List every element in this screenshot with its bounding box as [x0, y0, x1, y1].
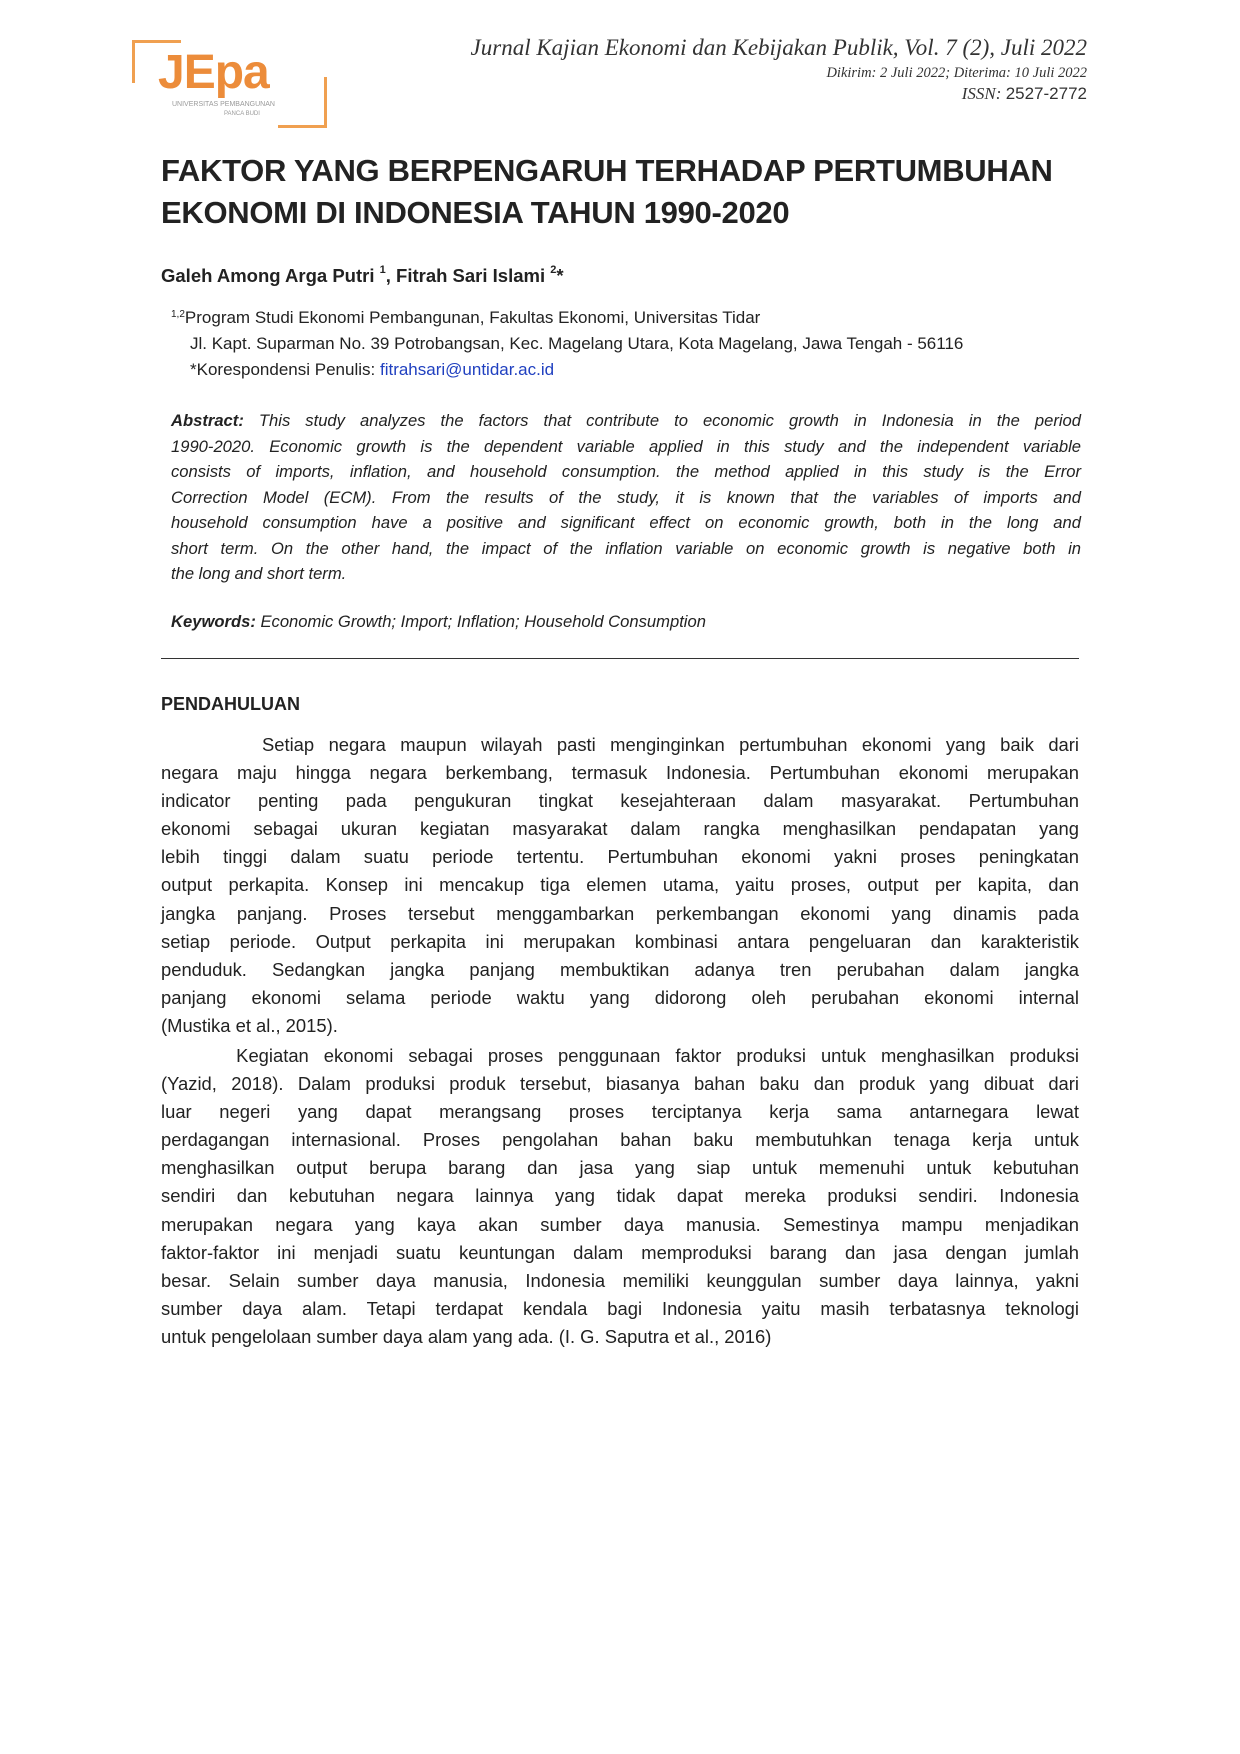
- text-line: untuk pengelolaan sumber daya alam yang ada. (I. G. Saputra et al., 2016): [161, 1325, 772, 1347]
- affiliation-line-1: [171, 302, 963, 331]
- text-line: (Yazid, 2018). Dalam produksi produk tersebut, biasanya bahan baku dan produk yang dibuat dari: [161, 1073, 1079, 1095]
- text-line: Setiap negara maupun wilayah pasti menginginkan pertumbuhan ekonomi yang baik dari: [161, 734, 1079, 755]
- keywords-label-colon: :: [250, 612, 256, 631]
- text-line: besar. Selain sumber daya manusia, Indonesia memiliki keunggulan sumber daya lainnya, yakni: [161, 1269, 1079, 1291]
- submission-dates: Dikirim: 2 Juli 2022; Diterima: 10 Juli 2022: [826, 65, 1087, 81]
- text-line: merupakan negara yang kaya akan sumber daya manusia. Semestinya mampu menjadikan: [161, 1213, 1079, 1235]
- correspondence-line: [171, 357, 963, 383]
- keywords-text: Economic Growth; Import; Inflation; Household Consumption: [260, 612, 706, 631]
- text-line: lebih tinggi dalam suatu periode tertentu. Pertumbuhan ekonomi yakni proses peningkatan: [161, 846, 1079, 868]
- text-line: Kegiatan ekonomi sebagai proses penggunaan faktor produksi untuk menghasilkan produksi: [161, 1045, 1079, 1066]
- text-line: menghasilkan output berupa barang dan jasa yang siap untuk memenuhi untuk kebutuhan: [161, 1157, 1079, 1179]
- title-line-2: EKONOMI DI INDONESIA TAHUN 1990-2020: [161, 195, 790, 230]
- abstract-line: 1990-2020. Economic growth is the dependent variable applied in this study and the independent variable: [171, 436, 1081, 456]
- section-divider: [161, 658, 1079, 659]
- logo-wordmark: JEpa: [158, 46, 269, 99]
- affiliation-institution: Program Studi Ekonomi Pembangunan, Fakultas Ekonomi, Universitas Tidar: [184, 308, 761, 327]
- abstract-label-text: Abstract: [171, 411, 239, 430]
- journal-logo: [132, 40, 327, 128]
- journal-header: [471, 34, 1087, 105]
- author-1-affil-mark: 1: [379, 263, 386, 276]
- abstract: [171, 408, 1081, 587]
- abstract-line: Correction Model (ECM). From the results of the study, it is known that the variables of imports and: [171, 487, 1081, 507]
- author-2-affil-mark: 2: [550, 263, 557, 276]
- abstract-label: [171, 411, 244, 430]
- text-line: perdagangan internasional. Proses pengolahan bahan baku membutuhkan tenaga kerja untuk: [161, 1129, 1079, 1151]
- paragraph-1: [161, 731, 1079, 1040]
- text-line: negara maju hingga negara berkembang, termasuk Indonesia. Pertumbuhan ekonomi merupakan: [161, 762, 1079, 784]
- title-line-1: FAKTOR YANG BERPENGARUH TERHADAP PERTUMBUHAN: [161, 153, 1053, 188]
- abstract-line: [171, 408, 1081, 434]
- paragraph-2: [161, 1042, 1079, 1351]
- logo-subtitle-name: PANCA BUDI: [224, 111, 260, 117]
- text-line: (Mustika et al., 2015).: [161, 1014, 338, 1036]
- issn-value: 2527-2772: [1005, 84, 1087, 103]
- journal-name: Jurnal Kajian Ekonomi dan Kebijakan Publik, Vol. 7 (2), Juli 2022: [470, 35, 1087, 60]
- abstract-line: consists of imports, inflation, and household consumption. the method applied in this study is the Error: [171, 462, 1081, 481]
- correspondence-label: *Korespondensi Penulis:: [190, 360, 376, 379]
- text-line: faktor-faktor ini menjadi suatu keuntungan dalam memproduksi barang dan jasa dengan jumlah: [161, 1241, 1079, 1263]
- issn-label: ISSN:: [961, 84, 1002, 103]
- abstract-line: household consumption have a positive and significant effect on economic growth, both in the long and: [171, 513, 1081, 532]
- keywords: [171, 612, 706, 632]
- abstract-line: the long and short term.: [171, 564, 347, 583]
- author-2: Fitrah Sari Islami: [396, 265, 546, 286]
- text-line: ekonomi sebagai ukuran kegiatan masyarakat dalam rangka menghasilkan pendapatan yang: [161, 818, 1079, 840]
- logo-bracket-bottom-right: [278, 77, 327, 128]
- author-separator: ,: [385, 265, 391, 286]
- text-line: penduduk. Sedangkan jangka panjang membuktikan adanya tren perubahan dalam jangka: [161, 958, 1079, 980]
- affiliation-block: [171, 302, 963, 383]
- keywords-label: [171, 612, 256, 631]
- text-line: indicator penting pada pengukuran tingkat kesejahteraan dalam masyarakat. Pertumbuhan: [161, 790, 1079, 812]
- text-line: sumber daya alam. Tetapi terdapat kendala bagi Indonesia yaitu masih terbatasnya teknologi: [161, 1297, 1079, 1319]
- abstract-text: This study analyzes the factors that contribute to economic growth in Indonesia in the period: [258, 411, 1081, 430]
- section-heading: PENDAHULUAN: [161, 694, 300, 714]
- author-list: [161, 265, 564, 287]
- text-line: output perkapita. Konsep ini mencakup tiga elemen utama, yaitu proses, output per kapita, dan: [161, 874, 1079, 896]
- affiliation-mark: 1,2: [171, 309, 185, 320]
- affiliation-address: Jl. Kapt. Suparman No. 39 Potrobangsan, Kec. Magelang Utara, Kota Magelang, Jawa Tengah - 56116: [190, 334, 964, 353]
- correspondence-email-link[interactable]: fitrahsari@untidar.ac.id: [379, 360, 555, 379]
- issn: [471, 83, 1087, 105]
- text-line: setiap periode. Output perkapita ini merupakan kombinasi antara pengeluaran dan karakteristik: [161, 930, 1079, 952]
- keywords-label-text: Keywords: [171, 612, 251, 631]
- corresponding-mark: *: [556, 265, 564, 286]
- abstract-label-colon: :: [238, 411, 244, 430]
- text-line: jangka panjang. Proses tersebut menggambarkan perkembangan ekonomi yang dinamis pada: [161, 902, 1079, 924]
- text-line: luar negeri yang dapat merangsang proses terciptanya kerja sama antarnegara lewat: [161, 1101, 1079, 1123]
- paper-title: [161, 150, 1101, 234]
- author-1: Galeh Among Arga Putri: [161, 265, 375, 286]
- text-line: panjang ekonomi selama periode waktu yang didorong oleh perubahan ekonomi internal: [161, 986, 1079, 1008]
- text-line: sendiri dan kebutuhan negara lainnya yang tidak dapat mereka produksi sendiri. Indonesia: [161, 1185, 1079, 1207]
- logo-subtitle-university: UNIVERSITAS PEMBANGUNAN: [172, 101, 275, 108]
- abstract-line: short term. On the other hand, the impact of the inflation variable on economic growth is negative both in: [171, 538, 1081, 558]
